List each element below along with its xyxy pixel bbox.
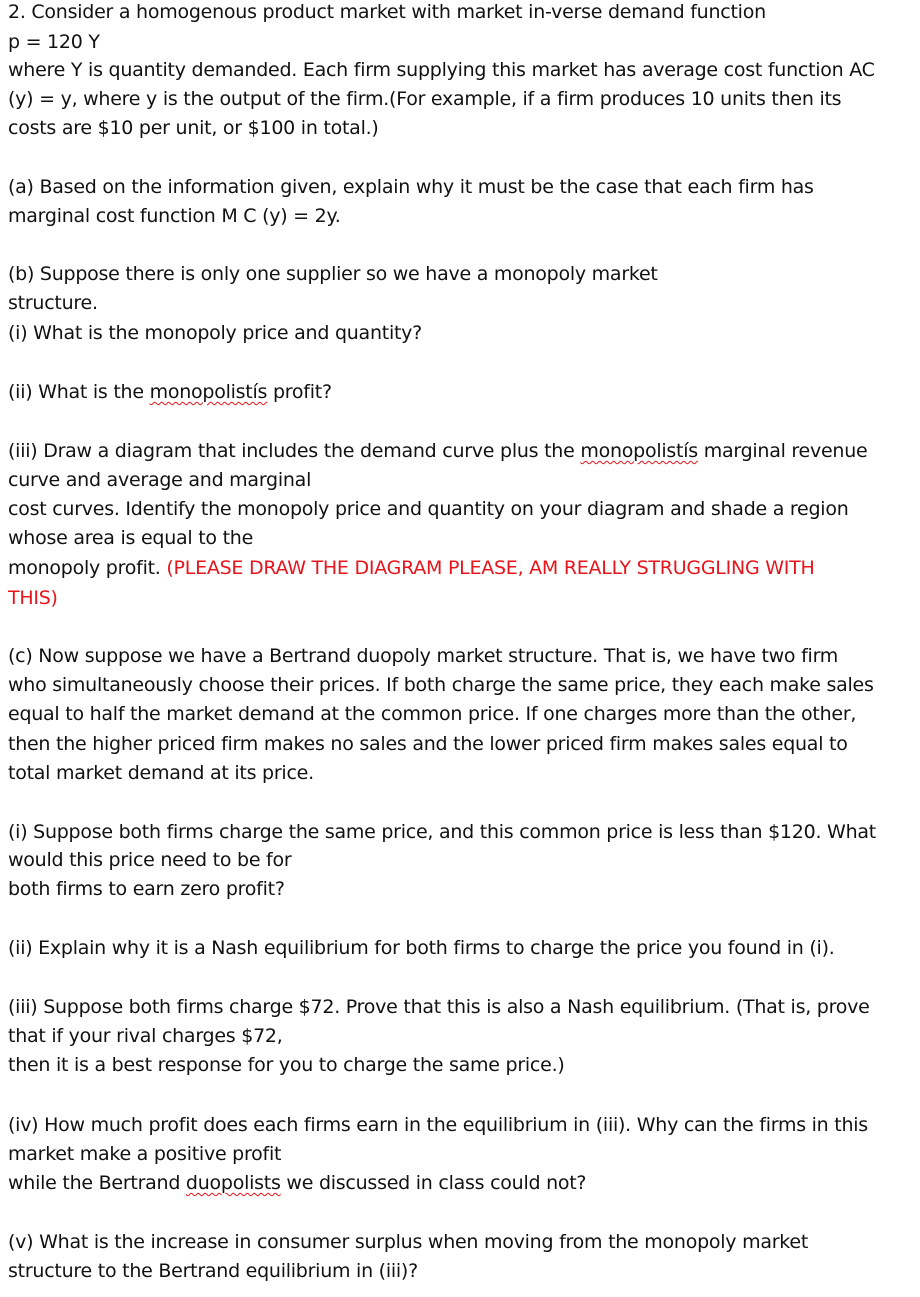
intro-line: costs are $10 per unit, or $100 in total.) xyxy=(8,117,379,139)
question-heading: 2. Consider a homogenous product market with market in-verse demand function xyxy=(8,1,766,23)
misspelled-word: duopolists xyxy=(185,1172,281,1194)
part-c-intro: total market demand at its price. xyxy=(8,762,314,784)
part-b-intro: structure. xyxy=(8,292,98,314)
part-c-i: would this price need to be for xyxy=(8,849,292,871)
misspelled-word: monopolistís xyxy=(149,381,268,403)
part-b-iii-line: whose area is equal to the xyxy=(8,527,254,549)
student-request-text: THIS) xyxy=(8,587,58,609)
part-c-iii: that if your rival charges $72, xyxy=(8,1025,283,1047)
part-c-iii: (iii) Suppose both firms charge $72. Prove that this is also a Nash equilibrium. (That is, prove xyxy=(8,996,870,1018)
part-b-ii xyxy=(8,380,332,404)
part-c-v: structure to the Bertrand equilibrium in (iii)? xyxy=(8,1260,418,1282)
text: we discussed in class could not? xyxy=(280,1172,587,1194)
part-c-intro: equal to half the market demand at the common price. If one charges more than the other, xyxy=(8,703,857,725)
part-a-line: (a) Based on the information given, explain why it must be the case that each firm has xyxy=(8,176,814,198)
part-c-intro: (c) Now suppose we have a Bertrand duopoly market structure. That is, we have two firm xyxy=(8,645,839,667)
part-b-intro: (b) Suppose there is only one supplier so we have a monopoly market xyxy=(8,263,658,285)
text: (ii) What is the xyxy=(8,381,150,403)
part-c-intro: then the higher priced firm makes no sales and the lower priced firm makes sales equal to xyxy=(8,733,848,755)
text: monopoly profit. xyxy=(8,557,167,579)
part-b-iii-line: cost curves. Identify the monopoly price and quantity on your diagram and shade a region xyxy=(8,498,849,520)
part-c-i: both firms to earn zero profit? xyxy=(8,878,285,900)
part-b-iii-line xyxy=(8,439,867,463)
part-b-iii-line: curve and average and marginal xyxy=(8,469,312,491)
misspelled-word: monopolistís xyxy=(580,440,698,462)
part-c-iv: (iv) How much profit does each firms earn in the equilibrium in (iii). Why can the firms in this xyxy=(8,1114,868,1136)
part-c-v: (v) What is the increase in consumer surplus when moving from the monopoly market xyxy=(8,1231,809,1253)
part-c-iii: then it is a best response for you to charge the same price.) xyxy=(8,1054,565,1076)
part-c-intro: who simultaneously choose their prices. If both charge the same price, they each make sales xyxy=(8,674,874,696)
student-request-text: (PLEASE DRAW THE DIAGRAM PLEASE, AM REALLY STRUGGLING WITH xyxy=(166,557,815,579)
text: while the Bertrand xyxy=(8,1172,186,1194)
intro-line: (y) = y, where y is the output of the firm.(For example, if a firm produces 10 units then its xyxy=(8,88,842,110)
intro-line: where Y is quantity demanded. Each firm supplying this market has average cost function AC xyxy=(8,59,875,81)
part-a-line: marginal cost function M C (y) = 2y. xyxy=(8,205,341,227)
demand-function: p = 120 Y xyxy=(8,31,100,53)
part-c-iv: market make a positive profit xyxy=(8,1143,282,1165)
part-c-i: (i) Suppose both firms charge the same price, and this common price is less than $120. What xyxy=(8,821,876,843)
text: (iii) Draw a diagram that includes the demand curve plus the xyxy=(8,440,581,462)
text: marginal revenue xyxy=(697,440,868,462)
part-c-ii: (ii) Explain why it is a Nash equilibrium for both firms to charge the price you found in (i). xyxy=(8,937,835,959)
part-c-iv xyxy=(8,1171,586,1195)
part-b-i: (i) What is the monopoly price and quantity? xyxy=(8,322,422,344)
text: profit? xyxy=(267,381,332,403)
part-b-iii-line xyxy=(8,556,815,580)
